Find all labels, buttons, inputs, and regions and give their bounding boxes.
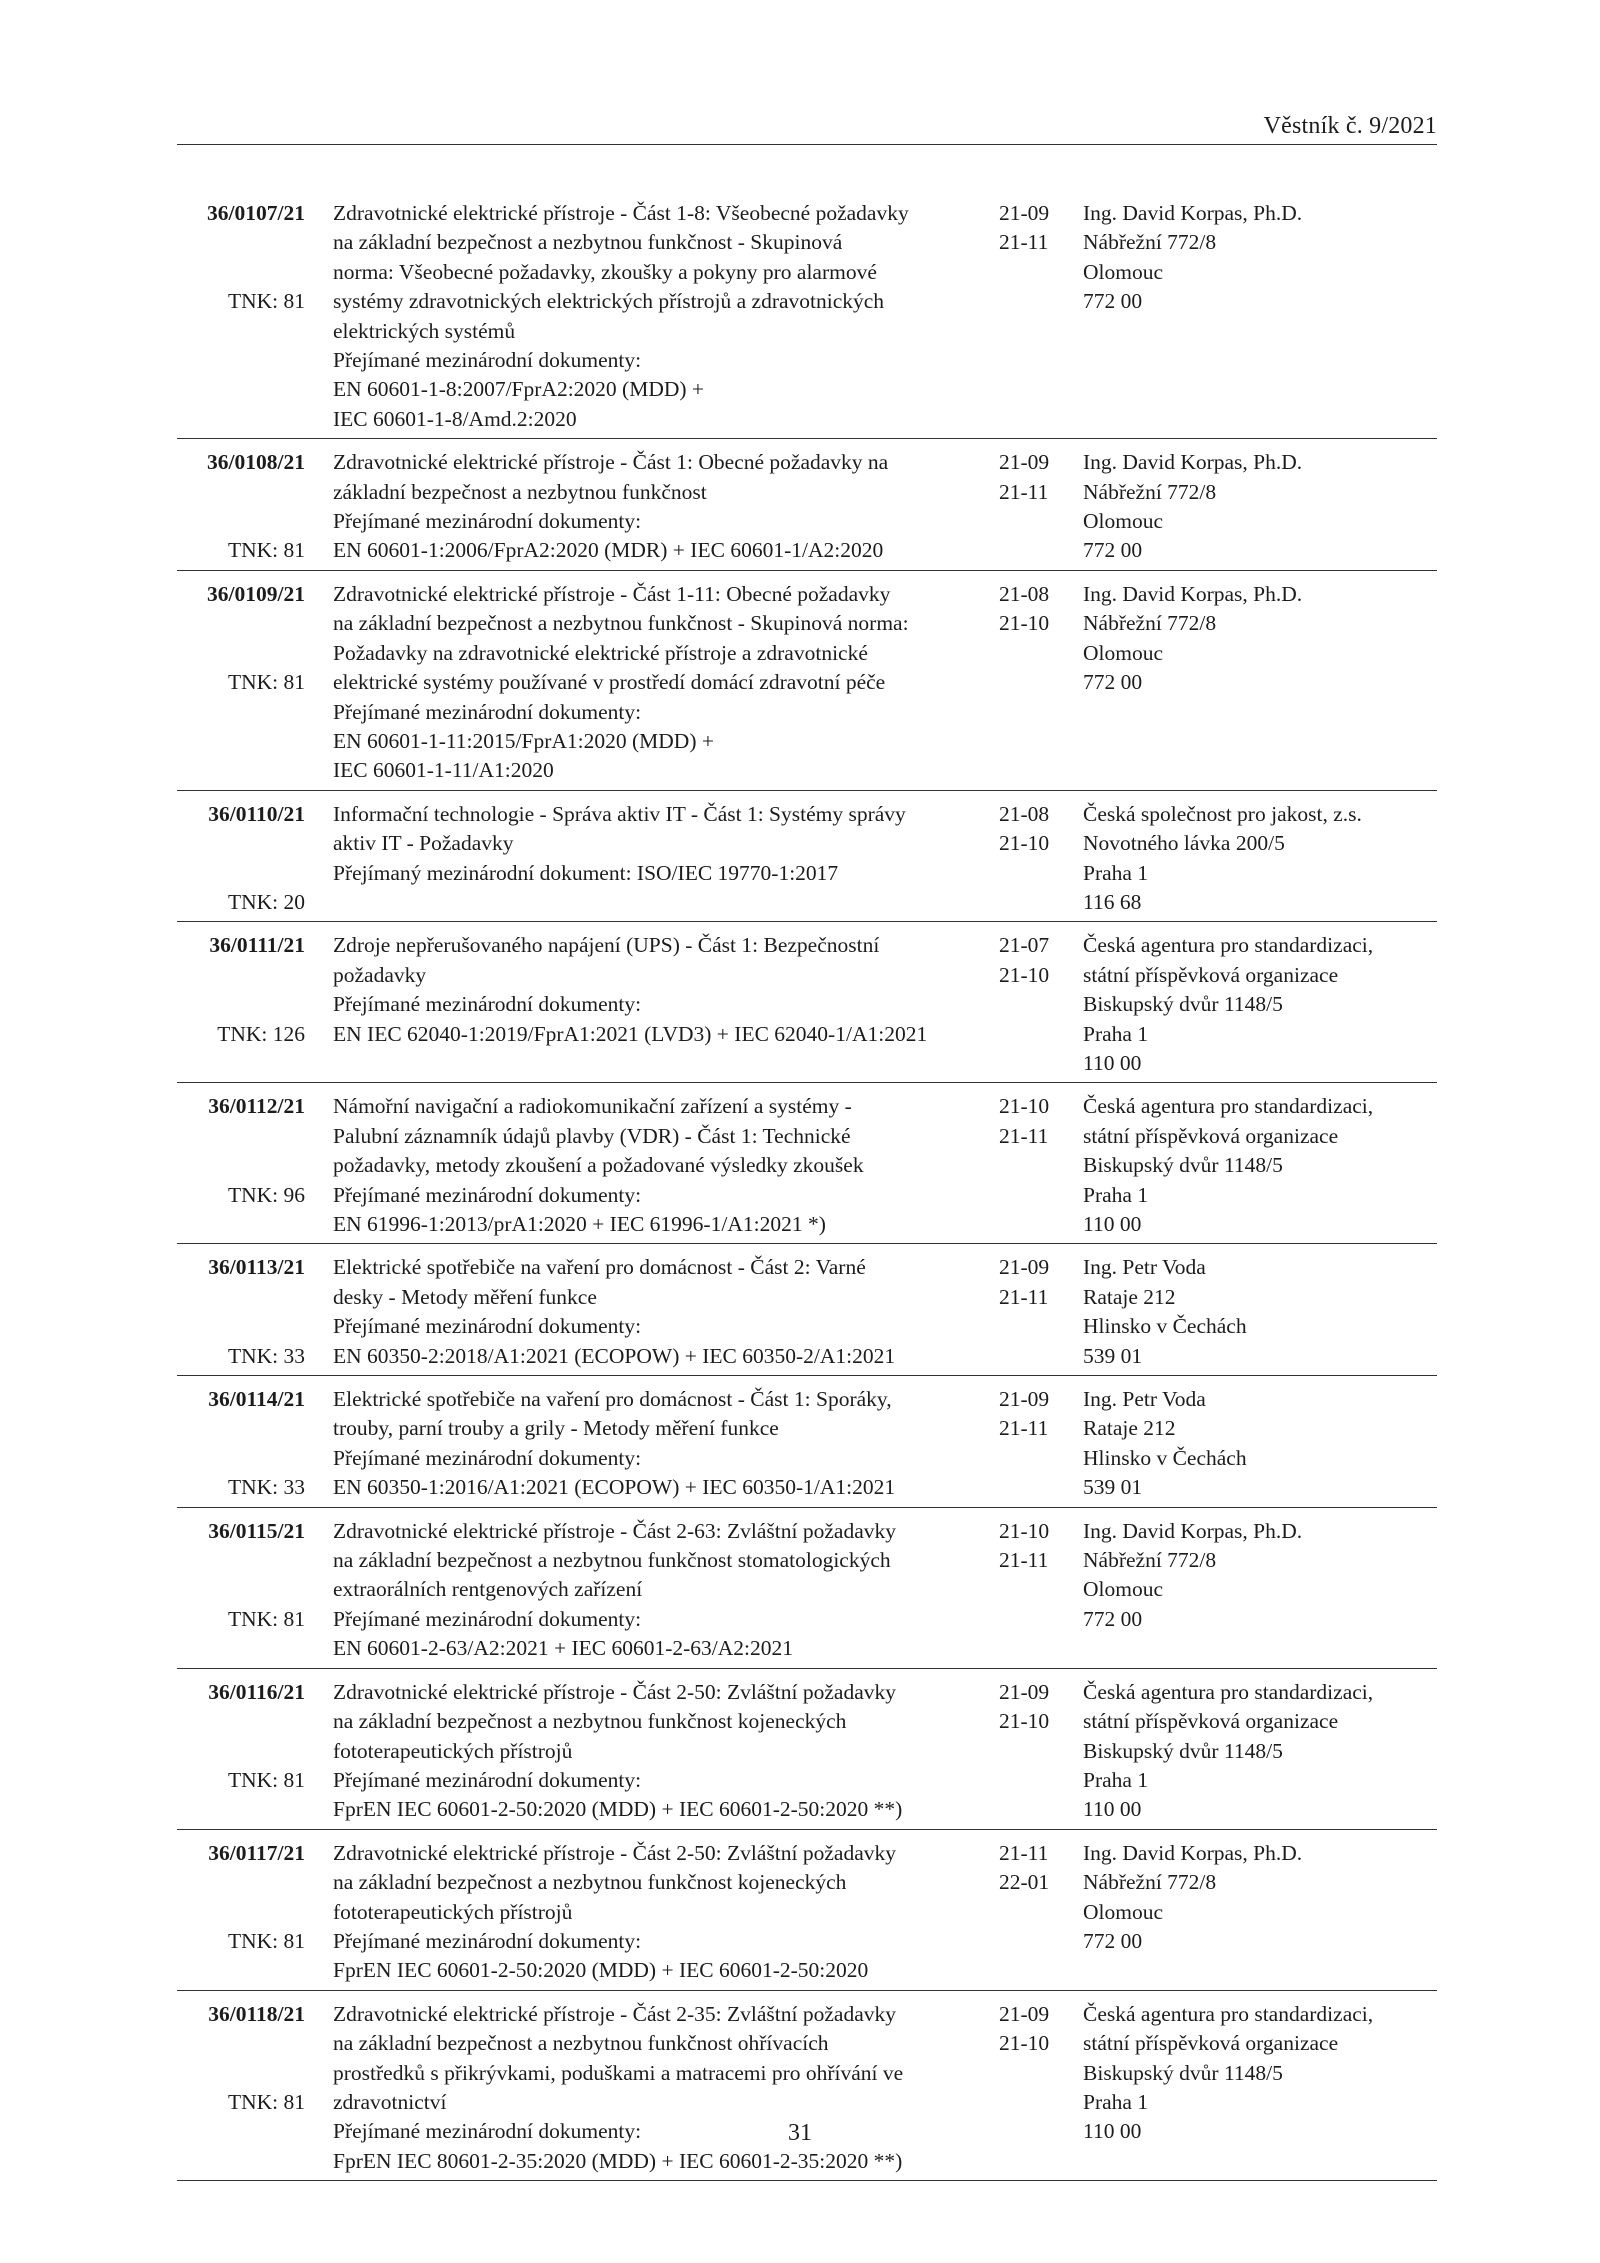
standard-entry [177, 791, 1437, 923]
entry-address-line: Biskupský dvůr 1148/5 [1083, 1738, 1283, 1763]
entry-tnk: TNK: 81 [227, 1928, 305, 1953]
entry-address [1083, 448, 1437, 566]
entry-address [1083, 580, 1437, 786]
entry-title-line: zdravotnictví [333, 2089, 447, 2114]
entry-number: 36/0113/21 [208, 1255, 305, 1280]
entry-title-line: Zdroje nepřerušovaného napájení (UPS) - Část 1: Bezpečnostní [333, 933, 880, 958]
standard-entry [177, 190, 1437, 439]
entry-address-line: Ing. Petr Voda [1083, 1255, 1206, 1280]
entry-title [333, 1839, 981, 1986]
entry-title-line: fototerapeutických přístrojů [333, 1899, 573, 1924]
entry-dates [999, 2000, 1079, 2176]
entry-title-line: Přejímané mezinárodní dokumenty: [333, 992, 642, 1017]
standard-entry [177, 1244, 1437, 1376]
entry-date: 21-09 [999, 450, 1050, 475]
entry-address-line: 772 00 [1083, 670, 1143, 695]
entry-date: 21-07 [999, 933, 1050, 958]
entry-tnk: TNK: 81 [227, 289, 305, 314]
entry-address [1083, 800, 1437, 918]
entry-date: 21-10 [999, 1518, 1050, 1543]
entry-address-line: Olomouc [1083, 509, 1164, 534]
page-number: 31 [788, 2120, 812, 2146]
entry-address-line: Praha 1 [1083, 860, 1149, 885]
entry-title-line: Přejímané mezinárodní dokumenty: [333, 1445, 642, 1470]
entry-address [1083, 1385, 1437, 1503]
entry-title-line: požadavky [333, 962, 427, 987]
standard-entry [177, 1508, 1437, 1669]
entry-date: 21-10 [999, 2031, 1050, 2056]
entry-address-line: státní příspěvková organizace [1083, 2031, 1339, 2056]
entry-address [1083, 1092, 1437, 1239]
entry-date: 21-09 [999, 1679, 1050, 1704]
entry-title-line: Přejímané mezinárodní dokumenty: [333, 699, 642, 724]
entry-title-line: Přejímané mezinárodní dokumenty: [333, 1928, 642, 1953]
entry-title-line: aktiv IT - Požadavky [333, 831, 514, 856]
entry-title [333, 1253, 981, 1371]
standard-entry [177, 922, 1437, 1083]
entry-title-line: EN 60601-1:2006/FprA2:2020 (MDR) + IEC 60601-1/A2:2020 [333, 538, 884, 563]
entry-date: 21-10 [999, 611, 1050, 636]
entry-address-line: 772 00 [1083, 538, 1143, 563]
entry-title [333, 1678, 981, 1825]
entry-number: 36/0115/21 [208, 1518, 305, 1543]
entry-title [333, 931, 981, 1078]
entry-date: 21-08 [999, 801, 1050, 826]
entry-tnk: TNK: 81 [227, 1606, 305, 1631]
entry-title-line: Námořní navigační a radiokomunikační zařízení a systémy - [333, 1094, 852, 1119]
entry-title-line: EN 60350-1:2016/A1:2021 (ECOPOW) + IEC 60350-1/A1:2021 [333, 1475, 896, 1500]
page-header [177, 112, 1437, 145]
entry-date: 21-08 [999, 581, 1050, 606]
entry-address-line: Rataje 212 [1083, 1416, 1176, 1441]
entry-address-line: 772 00 [1083, 289, 1143, 314]
entry-title [333, 448, 981, 566]
entry-title-line: systémy zdravotnických elektrických přístrojů a zdravotnických [333, 289, 885, 314]
entry-tnk: TNK: 81 [227, 1767, 305, 1792]
standard-entry [177, 1376, 1437, 1508]
entry-address-line: Česká agentura pro standardizaci, [1083, 933, 1374, 958]
entry-title-line: FprEN IEC 60601-2-50:2020 (MDD) + IEC 60601-2-50:2020 [333, 1958, 869, 1983]
entry-address-line: Nábřežní 772/8 [1083, 1870, 1217, 1895]
entry-address-line: 110 00 [1083, 2119, 1142, 2144]
entry-dates [999, 1517, 1079, 1664]
entry-title-line: Zdravotnické elektrické přístroje - Část 1-11: Obecné požadavky [333, 581, 891, 606]
entry-dates [999, 1253, 1079, 1371]
entry-title-line: na základní bezpečnost a nezbytnou funkčnost - Skupinová [333, 230, 843, 255]
entry-date: 21-11 [999, 1123, 1049, 1148]
standard-entry [177, 571, 1437, 791]
entry-date: 21-11 [999, 230, 1049, 255]
entry-date: 21-09 [999, 201, 1050, 225]
entry-date: 21-09 [999, 2001, 1050, 2026]
entry-tnk: TNK: 33 [227, 1475, 305, 1500]
entry-address-line: Česká agentura pro standardizaci, [1083, 1094, 1374, 1119]
entry-address-line: Olomouc [1083, 259, 1164, 284]
entry-address-line: Nábřežní 772/8 [1083, 479, 1217, 504]
entry-id-column [177, 448, 305, 566]
entry-number: 36/0112/21 [208, 1094, 305, 1119]
entry-address-line: Nábřežní 772/8 [1083, 230, 1217, 255]
entry-id-column [177, 1839, 305, 1986]
entry-title-line: Informační technologie - Správa aktiv IT - Část 1: Systémy správy [333, 801, 906, 826]
entry-title [333, 1517, 981, 1664]
entry-title-line: IEC 60601-1-8/Amd.2:2020 [333, 406, 577, 431]
entry-date: 21-09 [999, 1255, 1050, 1280]
entry-title-line: elektrických systémů [333, 318, 516, 343]
entry-address-line: státní příspěvková organizace [1083, 1123, 1339, 1148]
entry-address [1083, 1839, 1437, 1986]
entry-title-line: Zdravotnické elektrické přístroje - Část 1: Obecné požadavky na [333, 450, 889, 475]
entry-date: 21-11 [999, 1284, 1049, 1309]
entry-title-line: Zdravotnické elektrické přístroje - Část 2-50: Zvláštní požadavky [333, 1840, 896, 1865]
entry-title [333, 1385, 981, 1503]
entry-tnk: TNK: 126 [217, 1021, 305, 1046]
entry-address-line: Česká agentura pro standardizaci, [1083, 1679, 1374, 1704]
entry-number: 36/0108/21 [207, 450, 305, 475]
entry-address-line: státní příspěvková organizace [1083, 1709, 1339, 1734]
entry-address-line: Ing. David Korpas, Ph.D. [1083, 1518, 1303, 1543]
entry-dates [999, 931, 1079, 1078]
entry-title [333, 199, 981, 434]
entry-dates [999, 580, 1079, 786]
entry-title-line: na základní bezpečnost a nezbytnou funkčnost - Skupinová norma: [333, 611, 909, 636]
standards-list [177, 190, 1437, 2181]
entry-title-line: prostředků s přikrývkami, poduškami a matracemi pro ohřívání ve [333, 2060, 904, 2085]
entry-id-column [177, 2000, 305, 2176]
standard-entry [177, 439, 1437, 571]
entry-address-line: Praha 1 [1083, 1021, 1149, 1046]
entry-date: 21-11 [999, 1416, 1049, 1441]
entry-address-line: 116 68 [1083, 889, 1142, 914]
entry-title-line: desky - Metody měření funkce [333, 1284, 597, 1309]
entry-id-column [177, 1517, 305, 1664]
entry-date: 21-10 [999, 831, 1050, 856]
entry-tnk: TNK: 20 [227, 889, 305, 914]
entry-number: 36/0118/21 [208, 2001, 305, 2026]
standard-entry [177, 1830, 1437, 1991]
entry-dates [999, 448, 1079, 566]
entry-tnk: TNK: 81 [227, 2089, 305, 2114]
entry-dates [999, 1092, 1079, 1239]
entry-id-column [177, 1092, 305, 1239]
entry-dates [999, 800, 1079, 918]
entry-address-line: 539 01 [1083, 1343, 1143, 1368]
entry-title-line: na základní bezpečnost a nezbytnou funkčnost kojeneckých [333, 1870, 847, 1895]
entry-title-line: extraorálních rentgenových zařízení [333, 1577, 643, 1602]
entry-title-line: EN 60601-2-63/A2:2021 + IEC 60601-2-63/A2:2021 [333, 1636, 794, 1661]
entry-title-line: Přejímaný mezinárodní dokument: ISO/IEC 19770-1:2017 [333, 860, 839, 885]
entry-number: 36/0114/21 [208, 1387, 305, 1412]
entry-address-line: 539 01 [1083, 1475, 1143, 1500]
entry-title-line: Přejímané mezinárodní dokumenty: [333, 1314, 642, 1339]
entry-title-line: Zdravotnické elektrické přístroje - Část 2-63: Zvláštní požadavky [333, 1518, 896, 1543]
entry-title-line: Přejímané mezinárodní dokumenty: [333, 1182, 642, 1207]
entry-dates [999, 199, 1079, 434]
entry-title-line: na základní bezpečnost a nezbytnou funkčnost ohřívacích [333, 2031, 829, 2056]
entry-address-line: Ing. David Korpas, Ph.D. [1083, 581, 1303, 606]
entry-title-line: Přejímané mezinárodní dokumenty: [333, 1767, 642, 1792]
standard-entry [177, 1991, 1437, 2181]
entry-date: 21-11 [999, 479, 1049, 504]
entry-date: 21-10 [999, 1094, 1050, 1119]
entry-title-line: EN 60601-1-8:2007/FprA2:2020 (MDD) + [333, 377, 705, 402]
entry-address-line: 110 00 [1083, 1212, 1142, 1236]
entry-title-line: základní bezpečnost a nezbytnou funkčnost [333, 479, 707, 504]
entry-id-column [177, 1385, 305, 1503]
entry-number: 36/0110/21 [208, 801, 305, 826]
entry-address-line: Praha 1 [1083, 1182, 1149, 1207]
entry-dates [999, 1385, 1079, 1503]
entry-id-column [177, 199, 305, 434]
entry-title-line: na základní bezpečnost a nezbytnou funkčnost stomatologických [333, 1548, 891, 1573]
entry-address-line: 110 00 [1083, 1050, 1142, 1075]
entry-title-line: Zdravotnické elektrické přístroje - Část 2-50: Zvláštní požadavky [333, 1679, 896, 1704]
entry-title-line: Palubní záznamník údajů plavby (VDR) - Část 1: Technické [333, 1123, 851, 1148]
entry-address-line: Olomouc [1083, 1577, 1164, 1602]
entry-address-line: Biskupský dvůr 1148/5 [1083, 992, 1283, 1017]
entry-address-line: Hlinsko v Čechách [1083, 1314, 1247, 1339]
entry-title-line: fototerapeutických přístrojů [333, 1738, 573, 1763]
entry-title-line: EN 61996-1:2013/prA1:2020 + IEC 61996-1/A1:2021 *) [333, 1212, 826, 1236]
entry-address-line: Ing. David Korpas, Ph.D. [1083, 201, 1303, 225]
entry-tnk: TNK: 81 [227, 538, 305, 563]
entry-title-line: FprEN IEC 60601-2-50:2020 (MDD) + IEC 60601-2-50:2020 **) [333, 1797, 903, 1822]
entry-date: 21-11 [999, 1548, 1049, 1573]
entry-address-line: Biskupský dvůr 1148/5 [1083, 2060, 1283, 2085]
entry-title-line: EN 60601-1-11:2015/FprA1:2020 (MDD) + [333, 728, 714, 753]
standard-entry [177, 1669, 1437, 1830]
entry-title-line: Zdravotnické elektrické přístroje - Část 2-35: Zvláštní požadavky [333, 2001, 896, 2026]
journal-title: Věstník č. 9/2021 [1263, 113, 1437, 139]
entry-title-line: EN IEC 62040-1:2019/FprA1:2021 (LVD3) + IEC 62040-1/A1:2021 [333, 1021, 928, 1046]
entry-address-line: Praha 1 [1083, 2089, 1149, 2114]
entry-title [333, 800, 981, 918]
entry-address-line: Nábřežní 772/8 [1083, 1548, 1217, 1573]
entry-title-line: Elektrické spotřebiče na vaření pro domácnost - Část 2: Varné [333, 1255, 866, 1280]
entry-dates [999, 1678, 1079, 1825]
entry-address [1083, 1517, 1437, 1664]
entry-number: 36/0117/21 [208, 1840, 305, 1865]
entry-address-line: Česká společnost pro jakost, z.s. [1083, 801, 1362, 826]
entry-title-line: elektrické systémy používané v prostředí domácí zdravotní péče [333, 670, 886, 695]
entry-id-column [177, 580, 305, 786]
entry-address [1083, 199, 1437, 434]
entry-dates [999, 1839, 1079, 1986]
entry-date: 21-10 [999, 962, 1050, 987]
entry-address [1083, 2000, 1437, 2176]
entry-date: 21-10 [999, 1709, 1050, 1734]
entry-address [1083, 1253, 1437, 1371]
entry-title [333, 1092, 981, 1239]
entry-date: 21-11 [999, 1840, 1049, 1865]
entry-id-column [177, 1678, 305, 1825]
entry-title-line: Přejímané mezinárodní dokumenty: [333, 509, 642, 534]
standard-entry [177, 1083, 1437, 1244]
entry-title-line: Elektrické spotřebiče na vaření pro domácnost - Část 1: Sporáky, [333, 1387, 892, 1412]
entry-title-line: Přejímané mezinárodní dokumenty: [333, 1606, 642, 1631]
entry-title-line: IEC 60601-1-11/A1:2020 [333, 758, 554, 783]
entry-tnk: TNK: 33 [227, 1343, 305, 1368]
entry-address-line: Praha 1 [1083, 1767, 1149, 1792]
entry-tnk: TNK: 96 [227, 1182, 305, 1207]
entry-address-line: Ing. Petr Voda [1083, 1387, 1206, 1412]
entry-title-line: FprEN IEC 80601-2-35:2020 (MDD) + IEC 60601-2-35:2020 **) [333, 2148, 903, 2173]
entry-title-line: Přejímané mezinárodní dokumenty: [333, 348, 642, 373]
entry-number: 36/0107/21 [207, 201, 305, 225]
entry-title-line: norma: Všeobecné požadavky, zkoušky a pokyny pro alarmové [333, 259, 877, 284]
entry-address [1083, 1678, 1437, 1825]
entry-address-line: Rataje 212 [1083, 1284, 1176, 1309]
entry-number: 36/0111/21 [209, 933, 305, 958]
entry-title [333, 580, 981, 786]
entry-address-line: Česká agentura pro standardizaci, [1083, 2001, 1374, 2026]
entry-address [1083, 931, 1437, 1078]
entry-title [333, 2000, 981, 2176]
entry-id-column [177, 1253, 305, 1371]
entry-address-line: Nábřežní 772/8 [1083, 611, 1217, 636]
entry-address-line: Ing. David Korpas, Ph.D. [1083, 450, 1303, 475]
entry-date: 21-09 [999, 1387, 1050, 1412]
entry-title-line: Přejímané mezinárodní dokumenty: [333, 2119, 642, 2144]
entry-number: 36/0116/21 [208, 1679, 305, 1704]
entry-address-line: 110 00 [1083, 1797, 1142, 1822]
entry-address-line: Novotného lávka 200/5 [1083, 831, 1285, 856]
entry-title-line: Požadavky na zdravotnické elektrické přístroje a zdravotnické [333, 640, 868, 665]
entry-address-line: 772 00 [1083, 1606, 1143, 1631]
entry-address-line: Hlinsko v Čechách [1083, 1445, 1247, 1470]
entry-title-line: požadavky, metody zkoušení a požadované výsledky zkoušek [333, 1153, 864, 1178]
entry-address-line: Biskupský dvůr 1148/5 [1083, 1153, 1283, 1178]
entry-address-line: Olomouc [1083, 640, 1164, 665]
entry-title-line: na základní bezpečnost a nezbytnou funkčnost kojeneckých [333, 1709, 847, 1734]
entry-tnk: TNK: 81 [227, 670, 305, 695]
entry-address-line: státní příspěvková organizace [1083, 962, 1339, 987]
entry-date: 22-01 [999, 1870, 1050, 1895]
entry-id-column [177, 931, 305, 1078]
entry-address-line: 772 00 [1083, 1928, 1143, 1953]
entry-id-column [177, 800, 305, 918]
entry-title-line: trouby, parní trouby a grily - Metody měření funkce [333, 1416, 779, 1441]
entry-title-line: EN 60350-2:2018/A1:2021 (ECOPOW) + IEC 60350-2/A1:2021 [333, 1343, 896, 1368]
entry-number: 36/0109/21 [207, 581, 305, 606]
entry-address-line: Olomouc [1083, 1899, 1164, 1924]
entry-address-line: Ing. David Korpas, Ph.D. [1083, 1840, 1303, 1865]
entry-title-line: Zdravotnické elektrické přístroje - Část 1-8: Všeobecné požadavky [333, 201, 909, 225]
